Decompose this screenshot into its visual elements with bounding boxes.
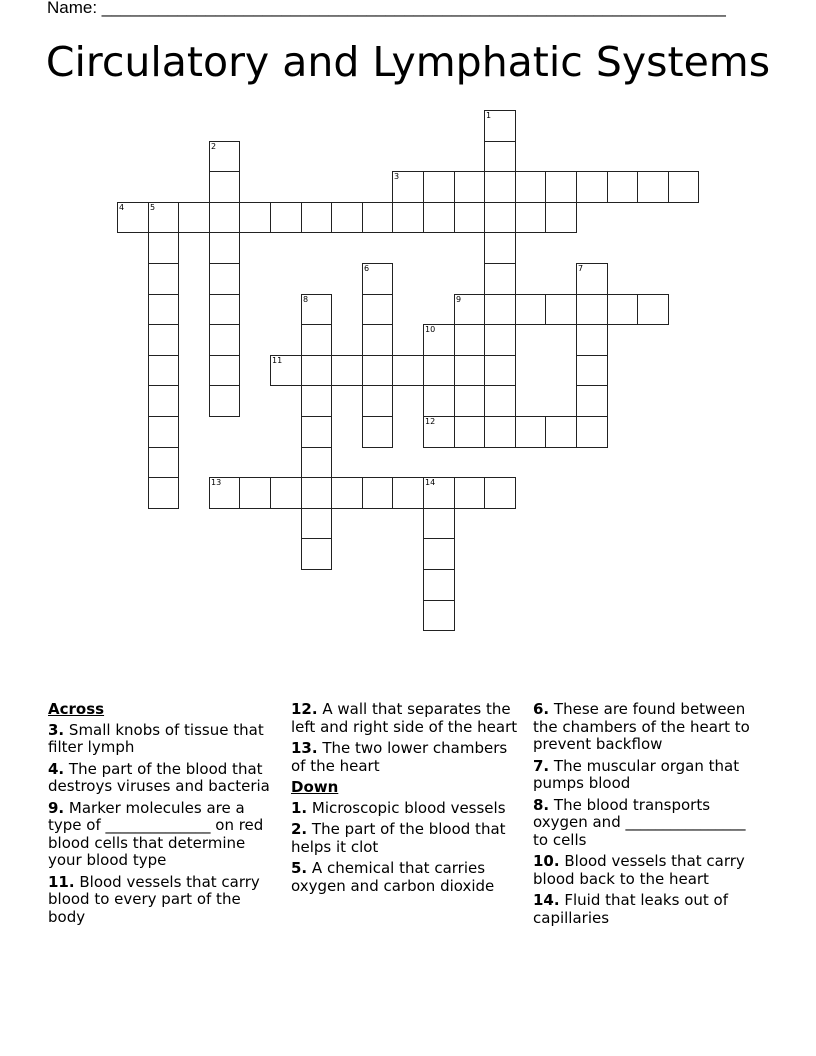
clue-item xyxy=(48,800,280,870)
clue-text: The blood transports oxygen and ________________ to cells xyxy=(533,795,746,849)
clue-text: Small knobs of tissue that filter lymph xyxy=(48,720,264,756)
grid-cell[interactable] xyxy=(423,385,455,417)
clue-text: These are found between the chambers of the heart to prevent backflow xyxy=(533,700,750,753)
cell-number: 4 xyxy=(119,203,125,212)
clue-text: Blood vessels that carry blood back to the heart xyxy=(533,852,745,888)
clue-item xyxy=(533,701,765,754)
clue-number: 10. xyxy=(533,852,560,870)
grid-cell[interactable] xyxy=(545,416,577,448)
grid-cell[interactable] xyxy=(148,263,179,295)
clue-heading-down: Down xyxy=(291,778,339,796)
grid-cell[interactable] xyxy=(484,324,516,356)
grid-cell[interactable] xyxy=(301,294,332,325)
grid-cell[interactable] xyxy=(117,202,149,233)
clue-item xyxy=(291,701,523,736)
grid-cell[interactable] xyxy=(209,385,240,417)
grid-cell[interactable] xyxy=(484,263,516,295)
grid-cell[interactable] xyxy=(178,202,210,233)
grid-cell[interactable] xyxy=(301,538,332,570)
grid-cell[interactable] xyxy=(362,294,393,325)
grid-cell[interactable] xyxy=(362,477,393,509)
grid-cell[interactable] xyxy=(423,538,455,570)
cell-number: 5 xyxy=(150,203,156,212)
grid-cell[interactable] xyxy=(515,171,546,203)
grid-cell[interactable] xyxy=(148,416,179,448)
clue-item xyxy=(533,853,765,888)
clue-number: 3. xyxy=(48,720,65,739)
grid-cell[interactable] xyxy=(484,294,516,325)
grid-cell[interactable] xyxy=(239,202,271,233)
clue-column-1 xyxy=(48,701,280,930)
clue-text: The part of the blood that destroys viruses and bacteria xyxy=(48,759,270,795)
cell-number: 14 xyxy=(425,478,436,487)
grid-cell[interactable] xyxy=(576,324,608,356)
grid-cell[interactable] xyxy=(148,477,179,509)
cell-number: 3 xyxy=(394,172,400,181)
grid-cell[interactable] xyxy=(484,171,516,203)
clue-item xyxy=(291,800,523,818)
grid-cell[interactable] xyxy=(392,202,424,233)
grid-cell[interactable] xyxy=(148,447,179,478)
clue-text: The part of the blood that helps it clot xyxy=(291,820,506,856)
grid-cell[interactable] xyxy=(301,477,332,509)
grid-cell[interactable] xyxy=(423,324,455,356)
grid-cell[interactable] xyxy=(392,477,424,509)
clue-item xyxy=(533,758,765,793)
clue-item xyxy=(48,722,280,757)
clue-column-2 xyxy=(291,701,523,899)
cell-number: 1 xyxy=(486,111,492,120)
grid-cell[interactable] xyxy=(301,355,332,386)
grid-cell[interactable] xyxy=(607,294,638,325)
grid-cell[interactable] xyxy=(209,232,240,264)
grid-cell[interactable] xyxy=(576,294,608,325)
grid-cell[interactable] xyxy=(301,385,332,417)
grid-cell[interactable] xyxy=(454,202,485,233)
cell-number: 2 xyxy=(211,142,217,151)
clue-heading-across: Across xyxy=(48,700,105,718)
grid-cell[interactable] xyxy=(148,202,179,233)
grid-cell[interactable] xyxy=(362,355,393,386)
clue-text: Marker molecules are a type of ______________ on red blood cells that determine your blood type xyxy=(48,798,264,869)
clue-number: 2. xyxy=(291,820,308,838)
grid-cell[interactable] xyxy=(301,202,332,233)
clue-text: A chemical that carries oxygen and carbon dioxide xyxy=(291,859,495,895)
grid-cell[interactable] xyxy=(209,294,240,325)
clue-number: 9. xyxy=(48,798,65,817)
grid-cell[interactable] xyxy=(454,171,485,203)
cell-number: 12 xyxy=(425,417,436,426)
name-field[interactable]: Name: __________________________________________________________________ xyxy=(47,0,726,17)
grid-cell[interactable] xyxy=(209,202,240,233)
grid-cell[interactable] xyxy=(607,171,638,203)
grid-cell[interactable] xyxy=(515,416,546,448)
cell-number: 8 xyxy=(303,295,309,304)
grid-cell[interactable] xyxy=(331,355,363,386)
grid-cell[interactable] xyxy=(148,294,179,325)
grid-cell[interactable] xyxy=(362,416,393,448)
clue-number: 4. xyxy=(48,759,65,778)
clue-text: The muscular organ that pumps blood xyxy=(533,756,740,792)
cell-number: 11 xyxy=(272,356,283,365)
grid-cell[interactable] xyxy=(423,508,455,539)
grid-cell[interactable] xyxy=(423,600,455,631)
grid-cell[interactable] xyxy=(392,171,424,203)
clue-number: 5. xyxy=(291,859,308,877)
grid-cell[interactable] xyxy=(301,447,332,478)
cell-number: 10 xyxy=(425,325,436,334)
grid-cell[interactable] xyxy=(454,294,485,325)
grid-cell[interactable] xyxy=(209,477,240,509)
grid-cell[interactable] xyxy=(576,263,608,295)
grid-cell[interactable] xyxy=(331,477,363,509)
grid-cell[interactable] xyxy=(484,416,516,448)
clue-item xyxy=(48,761,280,796)
cell-number: 7 xyxy=(578,264,584,273)
grid-cell[interactable] xyxy=(362,324,393,356)
grid-cell[interactable] xyxy=(239,477,271,509)
grid-cell[interactable] xyxy=(392,355,424,386)
grid-cell[interactable] xyxy=(270,477,302,509)
grid-cell[interactable] xyxy=(545,202,577,233)
clue-item xyxy=(291,821,523,856)
grid-cell[interactable] xyxy=(362,385,393,417)
clue-text: Fluid that leaks out of capillaries xyxy=(533,891,728,927)
grid-cell[interactable] xyxy=(209,263,240,295)
grid-cell[interactable] xyxy=(209,141,240,172)
grid-cell[interactable] xyxy=(423,569,455,601)
grid-cell[interactable] xyxy=(148,385,179,417)
grid-cell[interactable] xyxy=(454,355,485,386)
clue-number: 11. xyxy=(48,872,75,891)
clue-text: A wall that separates the left and right side of the heart xyxy=(291,700,518,736)
clue-number: 1. xyxy=(291,798,308,817)
grid-cell[interactable] xyxy=(484,355,516,386)
grid-cell[interactable] xyxy=(423,171,455,203)
clue-number: 13. xyxy=(291,739,318,757)
grid-cell[interactable] xyxy=(576,385,608,417)
grid-cell[interactable] xyxy=(209,324,240,356)
clue-number: 6. xyxy=(533,700,550,718)
clue-item xyxy=(533,797,765,850)
grid-cell[interactable] xyxy=(209,171,240,203)
cell-number: 9 xyxy=(456,295,462,304)
grid-cell[interactable] xyxy=(484,110,516,142)
grid-cell[interactable] xyxy=(270,355,302,386)
grid-cell[interactable] xyxy=(484,385,516,417)
clue-number: 12. xyxy=(291,700,318,718)
grid-cell[interactable] xyxy=(148,232,179,264)
grid-cell[interactable] xyxy=(484,477,516,509)
clue-item xyxy=(533,892,765,927)
clue-column-3 xyxy=(533,701,765,931)
grid-cell[interactable] xyxy=(362,202,393,233)
grid-cell[interactable] xyxy=(270,202,302,233)
grid-cell[interactable] xyxy=(301,416,332,448)
grid-cell[interactable] xyxy=(148,355,179,386)
grid-cell[interactable] xyxy=(515,294,546,325)
grid-cell[interactable] xyxy=(668,171,699,203)
clue-text: Microscopic blood vessels xyxy=(311,798,506,817)
grid-cell[interactable] xyxy=(454,416,485,448)
clue-item xyxy=(48,874,280,927)
grid-cell[interactable] xyxy=(576,416,608,448)
grid-cell[interactable] xyxy=(484,141,516,172)
grid-cell[interactable] xyxy=(362,263,393,295)
grid-cell[interactable] xyxy=(545,171,577,203)
grid-cell[interactable] xyxy=(484,202,516,233)
grid-cell[interactable] xyxy=(576,355,608,386)
grid-cell[interactable] xyxy=(576,171,608,203)
grid-cell[interactable] xyxy=(545,294,577,325)
grid-cell[interactable] xyxy=(423,202,455,233)
grid-cell[interactable] xyxy=(454,477,485,509)
grid-cell[interactable] xyxy=(423,416,455,448)
cell-number: 13 xyxy=(211,478,222,487)
grid-cell[interactable] xyxy=(423,355,455,386)
grid-cell[interactable] xyxy=(148,324,179,356)
grid-cell[interactable] xyxy=(331,202,363,233)
grid-cell[interactable] xyxy=(423,477,455,509)
clue-text: Blood vessels that carry blood to every part of the body xyxy=(48,872,260,926)
cell-number: 6 xyxy=(364,264,370,273)
grid-cell[interactable] xyxy=(301,508,332,539)
grid-cell[interactable] xyxy=(637,294,669,325)
clue-number: 14. xyxy=(533,891,560,909)
grid-cell[interactable] xyxy=(209,355,240,386)
clue-item xyxy=(291,740,523,775)
clue-text: The two lower chambers of the heart xyxy=(291,739,508,775)
grid-cell[interactable] xyxy=(637,171,669,203)
page-title: Circulatory and Lymphatic Systems xyxy=(45,38,771,86)
clue-number: 7. xyxy=(533,756,550,775)
grid-cell[interactable] xyxy=(484,232,516,264)
clue-item xyxy=(291,860,523,895)
clue-number: 8. xyxy=(533,795,550,814)
grid-cell[interactable] xyxy=(301,324,332,356)
grid-cell[interactable] xyxy=(515,202,546,233)
